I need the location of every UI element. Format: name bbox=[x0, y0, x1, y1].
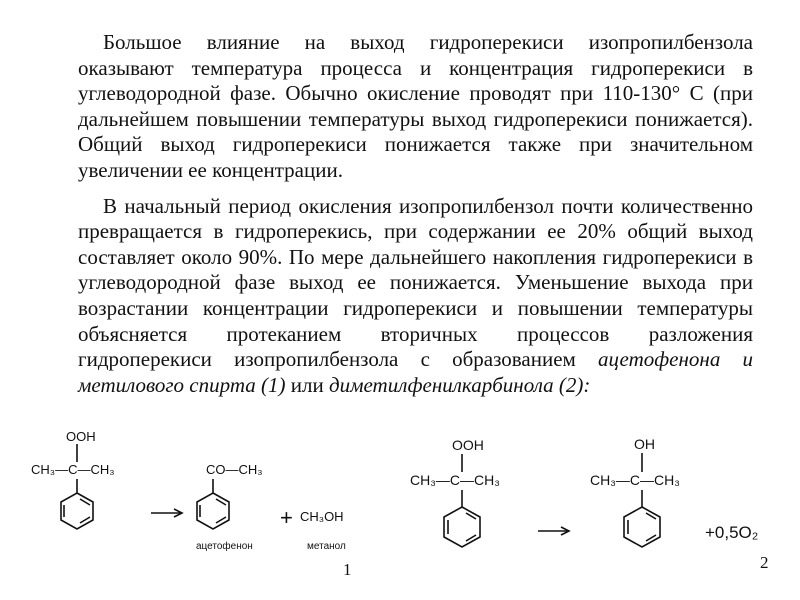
paragraph-2-italic-2: диметилфенилкарбинола (2): bbox=[328, 372, 591, 397]
paragraph-2-italic-1: ацетофенона и метилового спирта (1) bbox=[78, 347, 754, 397]
scheme-label-2: 2 bbox=[760, 553, 769, 572]
scheme1-product-group: CO—CH₃ bbox=[206, 462, 263, 477]
paragraph-1: Большое влияние на выход гидроперекиси изопропилбензола оказывают температура процесса и концентрация гидроперекиси в углеводородной фазе. Обычно окисление проводят при 110-130° С (при дальнейшем повышении температуры выход гидроперекиси понижается). Общий выход гидроперекиси понижается также при значительном увеличении ее концентрации. bbox=[78, 30, 753, 182]
scheme1-reactant-ooh: OOH bbox=[66, 429, 96, 444]
scheme2-product-chain: CH₃—C—CH₃ bbox=[590, 472, 680, 488]
scheme1-byproduct-name: метанол bbox=[307, 541, 346, 552]
scheme2-reactant-chain: CH₃—C—CH₃ bbox=[410, 472, 500, 488]
scheme1-plus: + bbox=[280, 505, 293, 530]
scheme2-reactant-ooh: OOH bbox=[452, 437, 484, 453]
scheme-label-1: 1 bbox=[343, 560, 352, 579]
paragraph-2-main: В начальный период окисления изопропилбензол почти количественно превращается в гидроперекись, при содержании ее 20% общий выход составляет около 90%. По мере дальнейшего накопления гидроперекиси в углеводородной фазе выход ее понижается. Уменьшение выхода при возрастании концентрации гидроперекиси и повышении температуры объясняется протеканием вторичных процессов разложения гидроперекиси изопропилбензола с образованием bbox=[78, 193, 753, 372]
scheme1-byproduct: CH₃OH bbox=[300, 509, 344, 524]
scheme1-reactant-chain: CH₃—C—CH₃ bbox=[31, 462, 115, 477]
paragraph-2-connector: или bbox=[290, 372, 324, 397]
scheme2-product-oh: OH bbox=[634, 436, 655, 452]
scheme1-product-name: ацетофенон bbox=[196, 541, 253, 552]
scheme2-plus-oxygen: +0,5O₂ bbox=[705, 523, 759, 542]
